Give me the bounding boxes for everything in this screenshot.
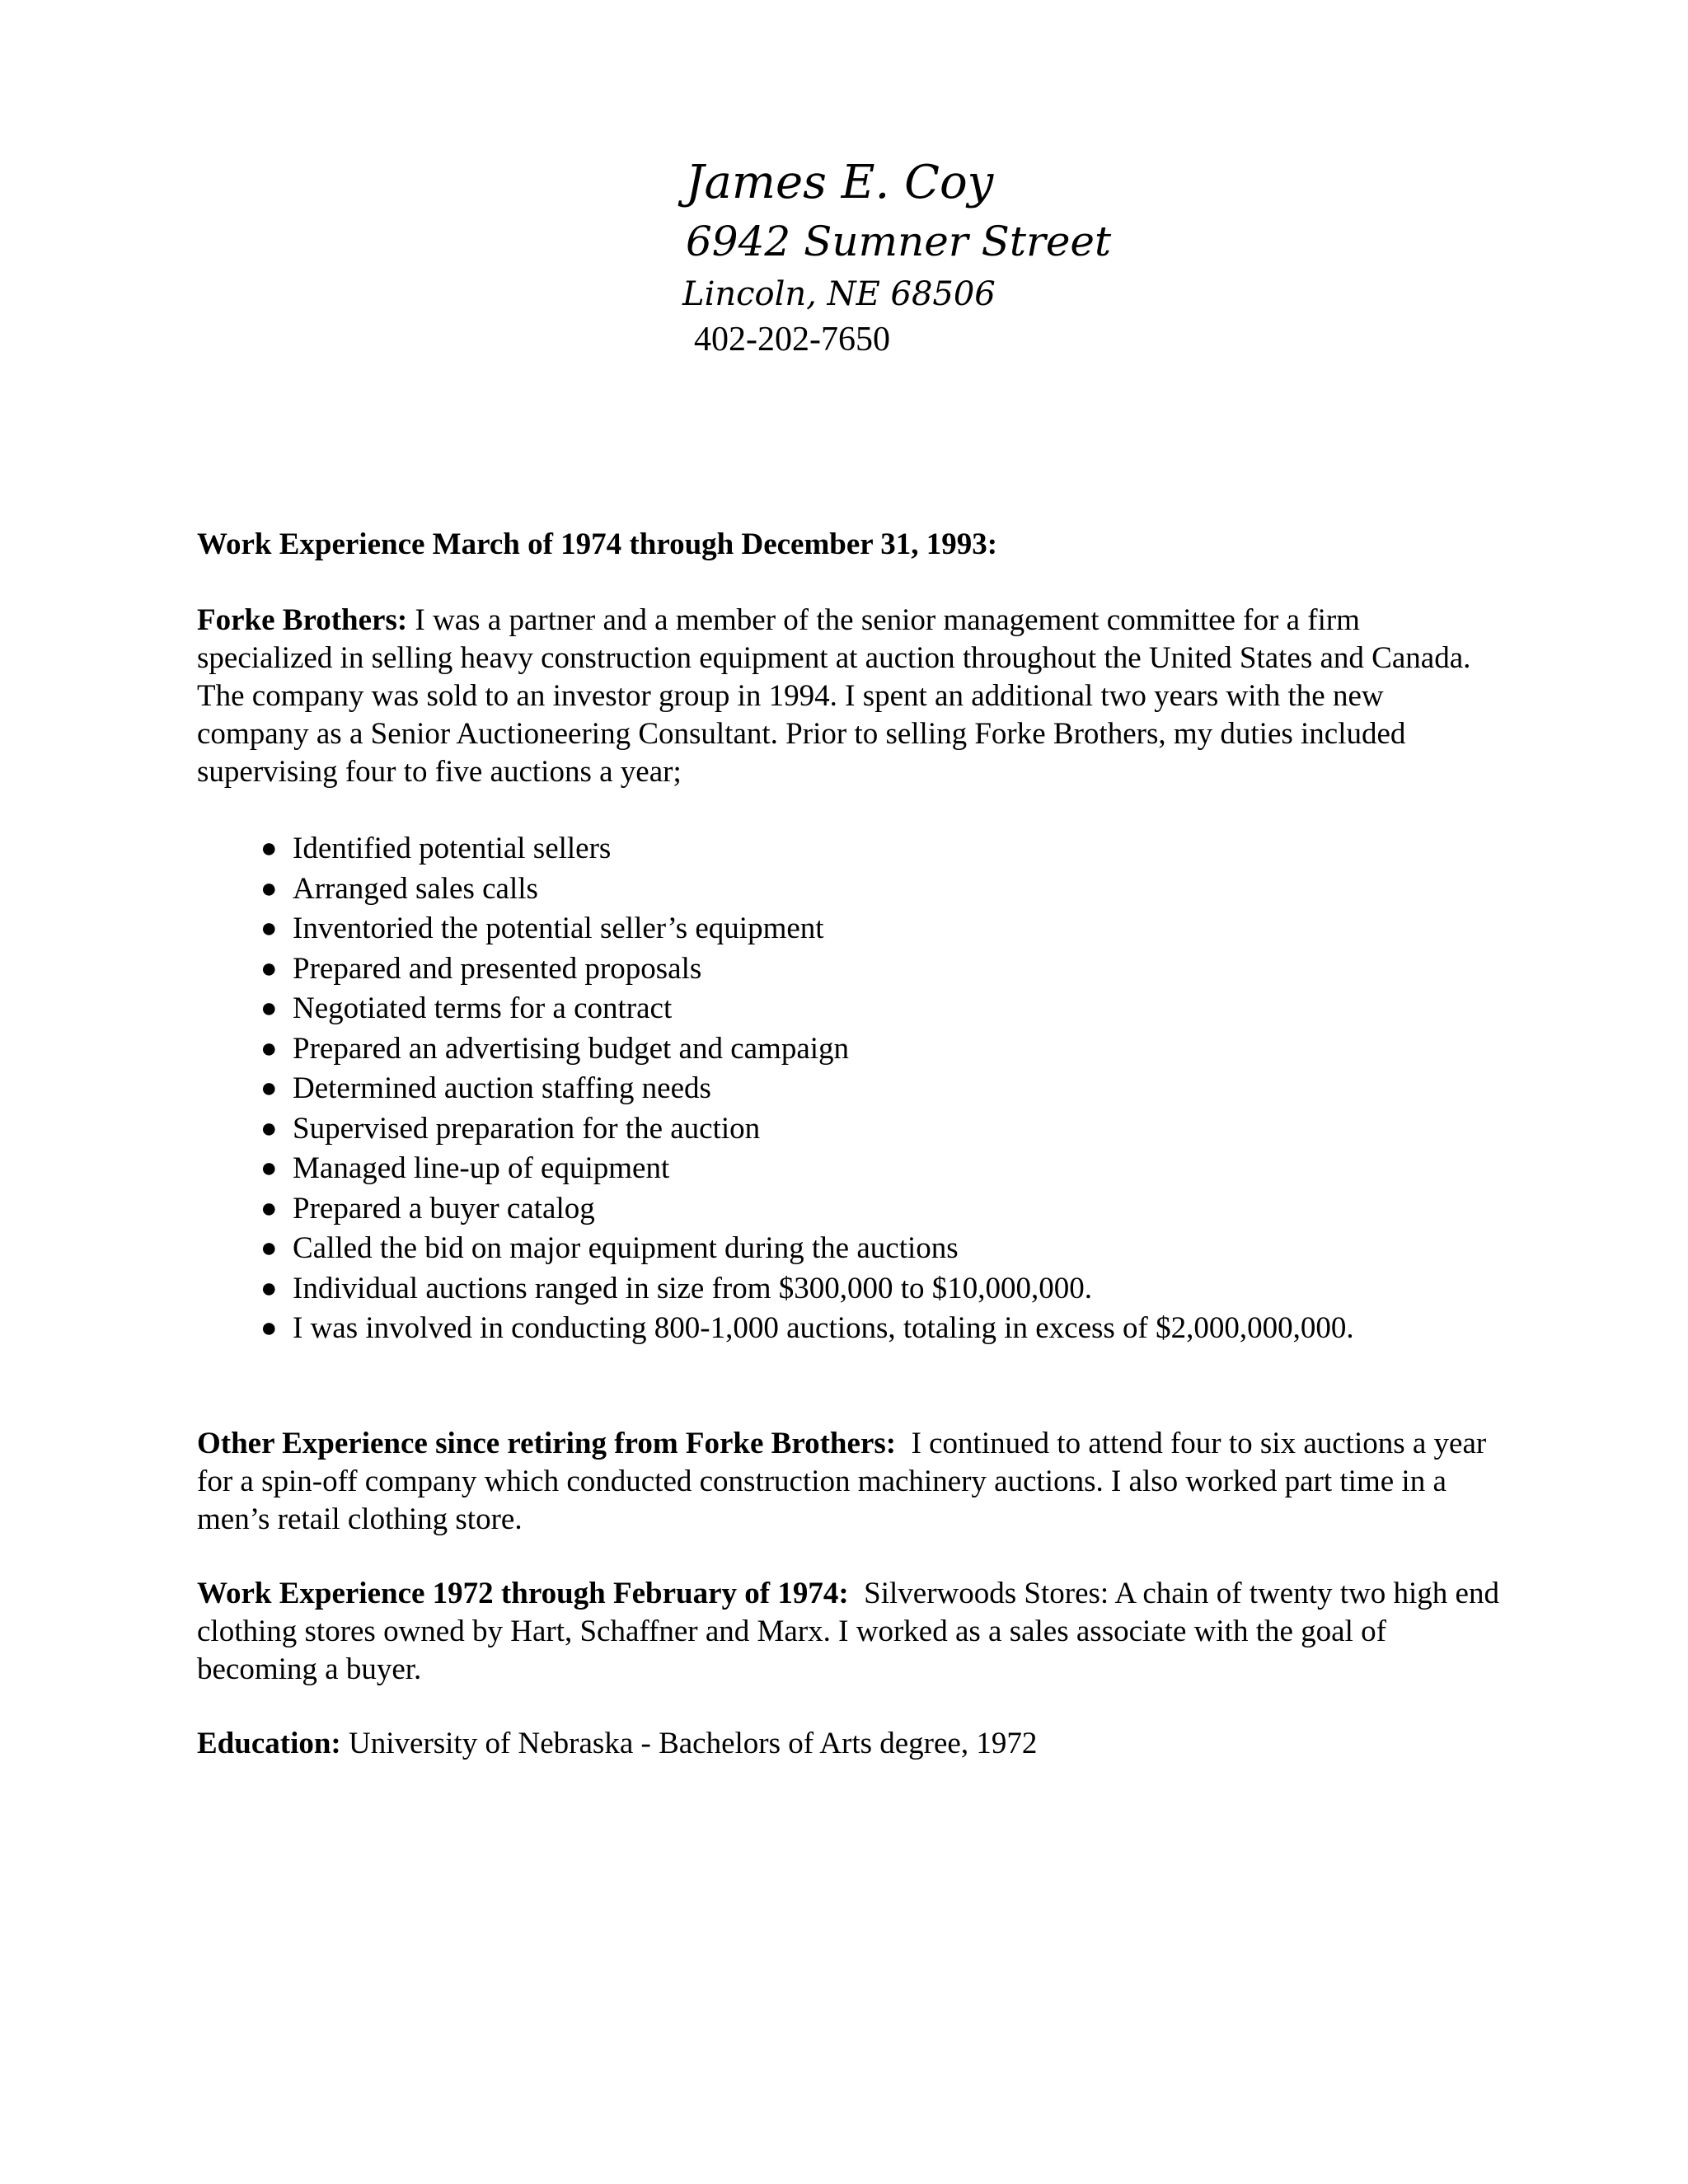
list-item: ● Determined auction staffing needs [197, 1069, 1499, 1109]
forke-brothers-description: I was a partner and a member of the senior management committee for a firm specialized in selling heavy construction equipment at auction throughout the United States and Canada. The company was sold to an investor group in 1994. I spent an additional two years with the new company as a Senior Auctioneering Consultant. Prior to selling Forke Brothers, my duties included supervising four to five auctions a year; [197, 603, 1471, 789]
education-text: University of Nebraska - Bachelors of Arts degree, 1972 [349, 1726, 1038, 1760]
work-experience-2-paragraph [197, 1575, 1499, 1689]
other-experience-text: I continued to attend four to six auctions a year for a spin-off company which conducted construction machinery auctions. I also worked part time in a men’s retail clothing store. [197, 1426, 1487, 1536]
bullet-icon: ● [260, 1193, 278, 1224]
phone-number: 402-202-7650 [694, 321, 890, 359]
education-label: Education: [197, 1726, 341, 1760]
bullet-icon: ● [260, 993, 278, 1024]
bullet-icon: ● [260, 873, 278, 904]
applicant-name: James E. Coy [686, 156, 994, 209]
list-item: ● Managed line-up of equipment [197, 1149, 1499, 1189]
list-item: ● Identified potential sellers [197, 829, 1499, 869]
resume-body [197, 526, 1499, 1763]
forke-brothers-label: Forke Brothers: [197, 603, 408, 637]
list-item: ● Arranged sales calls [197, 869, 1499, 910]
bullet-icon: ● [260, 1113, 278, 1144]
list-item: ● Negotiated terms for a contract [197, 989, 1499, 1029]
other-experience-label: Other Experience since retiring from Forke Brothers: [197, 1426, 897, 1460]
work-experience-2-label: Work Experience 1972 through February of 1974: [197, 1576, 849, 1610]
list-item: ● Supervised preparation for the auction [197, 1109, 1499, 1150]
bullet-icon: ● [260, 913, 278, 944]
street-address: 6942 Sumner Street [686, 218, 1112, 265]
list-item: ● Inventoried the potential seller’s equipment [197, 909, 1499, 949]
list-item: ● I was involved in conducting 800-1,000 auctions, totaling in excess of $2,000,000,000. [197, 1309, 1499, 1349]
bullet-icon: ● [260, 953, 278, 984]
other-experience-paragraph [197, 1425, 1499, 1539]
bullet-icon: ● [260, 1313, 278, 1343]
work-experience-1-heading: Work Experience March of 1974 through December 31, 1993: [197, 527, 998, 561]
list-item: ● Prepared and presented proposals [197, 949, 1499, 990]
city-state-zip: Lincoln, NE 68506 [682, 275, 996, 313]
list-item: ● Individual auctions ranged in size from $300,000 to $10,000,000. [197, 1269, 1499, 1310]
education-paragraph [197, 1725, 1499, 1763]
list-item: ● Prepared a buyer catalog [197, 1189, 1499, 1230]
list-item: ● Prepared an advertising budget and campaign [197, 1029, 1499, 1070]
bullet-icon: ● [260, 1272, 278, 1304]
work-experience-2-text: Silverwoods Stores: A chain of twenty two high end clothing stores owned by Hart, Schaffner and Marx. I worked as a sales associate with the goal of becoming a buyer. [197, 1576, 1499, 1686]
bullet-icon: ● [260, 1153, 278, 1183]
duties-list [197, 829, 1499, 1349]
forke-brothers-paragraph [197, 602, 1499, 791]
list-item: ● Called the bid on major equipment during the auctions [197, 1229, 1499, 1269]
bullet-icon: ● [260, 1233, 278, 1263]
contact-header [684, 153, 1111, 361]
bullet-icon: ● [260, 833, 278, 864]
bullet-icon: ● [260, 1033, 278, 1064]
bullet-icon: ● [260, 1073, 278, 1104]
